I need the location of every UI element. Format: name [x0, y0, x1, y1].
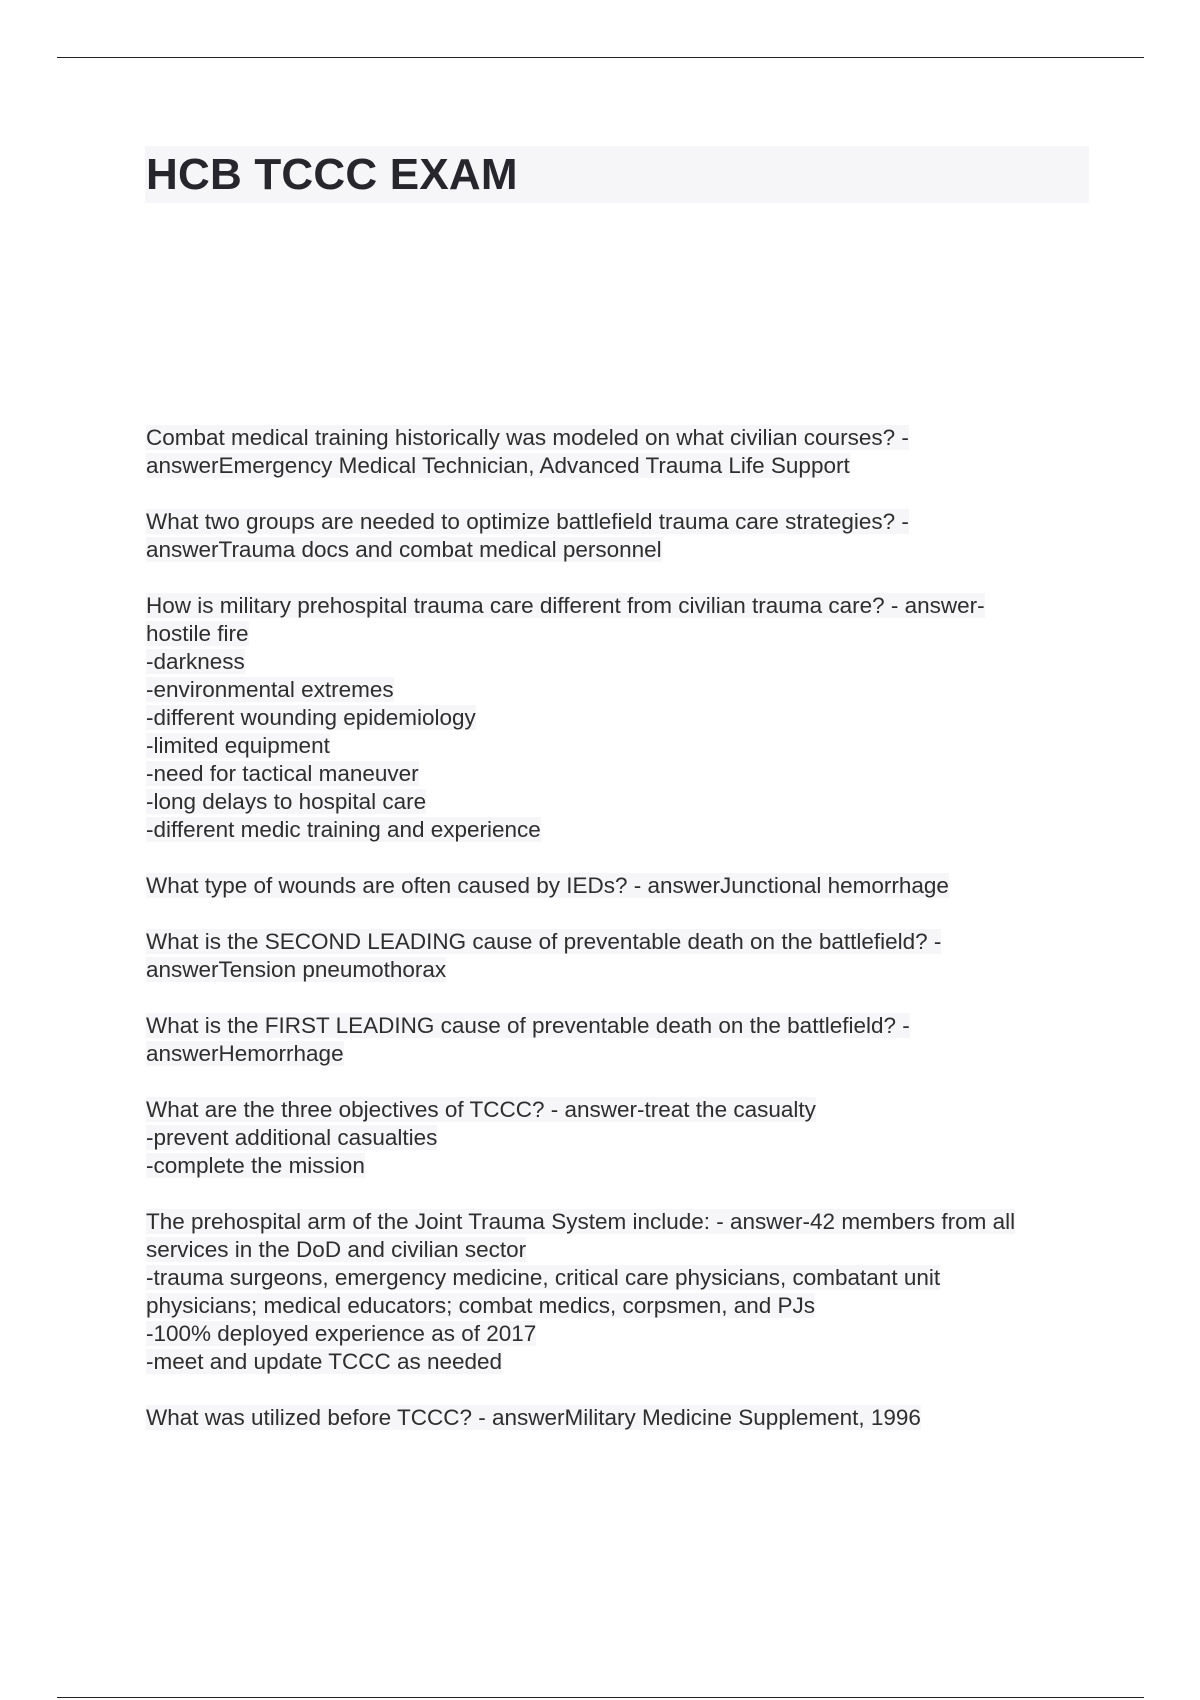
qa-item	[146, 1012, 1096, 1068]
qa-list	[146, 424, 1096, 1460]
qa-line: -darkness	[146, 649, 245, 674]
qa-item	[146, 592, 1096, 844]
qa-line: -meet and update TCCC as needed	[146, 1349, 503, 1374]
qa-line: The prehospital arm of the Joint Trauma System include: - answer-42 members from all	[146, 1209, 1016, 1234]
qa-item	[146, 928, 1096, 984]
qa-line: answerTension pneumothorax	[146, 957, 447, 982]
qa-line: answerHemorrhage	[146, 1041, 344, 1066]
page-title: HCB TCCC EXAM	[146, 150, 518, 199]
top-rule	[57, 57, 1144, 58]
qa-line: -long delays to hospital care	[146, 789, 427, 814]
qa-line: What two groups are needed to optimize battlefield trauma care strategies? -	[146, 509, 909, 534]
qa-line: What is the SECOND LEADING cause of preventable death on the battlefield? -	[146, 929, 942, 954]
qa-line: -environmental extremes	[146, 677, 394, 702]
qa-line: -limited equipment	[146, 733, 330, 758]
qa-line: -different medic training and experience	[146, 817, 541, 842]
qa-line: Combat medical training historically was modeled on what civilian courses? -	[146, 425, 909, 450]
qa-line: physicians; medical educators; combat medics, corpsmen, and PJs	[146, 1293, 816, 1318]
qa-line: -100% deployed experience as of 2017	[146, 1321, 537, 1346]
qa-item	[146, 872, 1096, 900]
qa-line: What are the three objectives of TCCC? - answer-treat the casualty	[146, 1097, 816, 1122]
qa-line: -complete the mission	[146, 1153, 365, 1178]
qa-item	[146, 1208, 1096, 1376]
qa-item	[146, 1096, 1096, 1180]
qa-line: -different wounding epidemiology	[146, 705, 476, 730]
qa-item	[146, 1404, 1096, 1432]
qa-line: answerEmergency Medical Technician, Advanced Trauma Life Support	[146, 453, 850, 478]
qa-line: What was utilized before TCCC? - answerMilitary Medicine Supplement, 1996	[146, 1405, 921, 1430]
qa-line: hostile fire	[146, 621, 249, 646]
qa-line: services in the DoD and civilian sector	[146, 1237, 527, 1262]
qa-line: -need for tactical maneuver	[146, 761, 419, 786]
qa-line: What is the FIRST LEADING cause of preventable death on the battlefield? -	[146, 1013, 910, 1038]
qa-line: What type of wounds are often caused by IEDs? - answerJunctional hemorrhage	[146, 873, 949, 898]
qa-line: -trauma surgeons, emergency medicine, critical care physicians, combatant unit	[146, 1265, 941, 1290]
qa-item	[146, 424, 1096, 480]
bottom-rule	[57, 1697, 1144, 1698]
qa-line: answerTrauma docs and combat medical personnel	[146, 537, 662, 562]
qa-item	[146, 508, 1096, 564]
qa-line: How is military prehospital trauma care different from civilian trauma care? - answer-	[146, 593, 985, 618]
qa-line: -prevent additional casualties	[146, 1125, 438, 1150]
